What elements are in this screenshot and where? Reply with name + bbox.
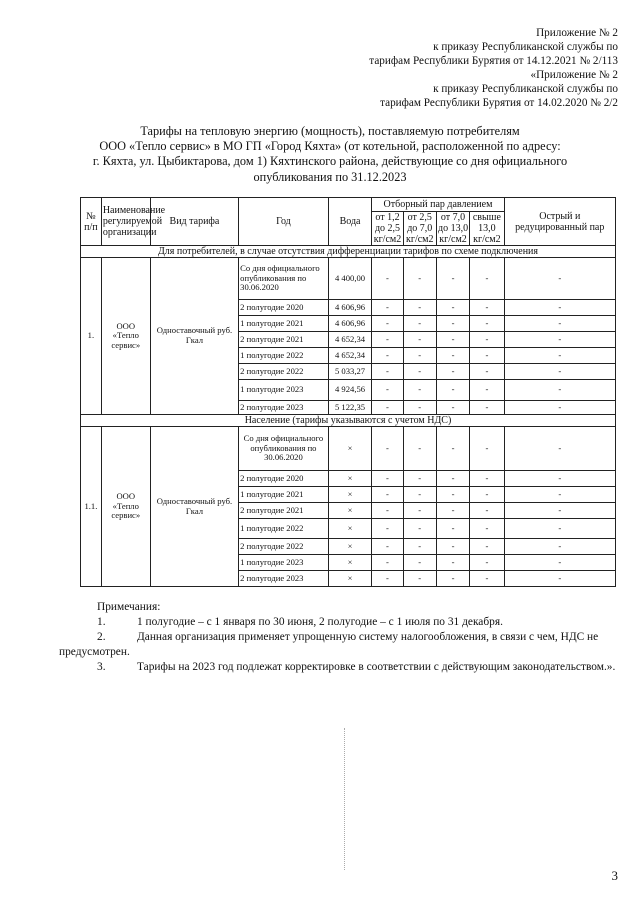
p3-cell: - [436, 555, 469, 571]
org-name: ООО «Тепло сервис» [101, 427, 150, 587]
water-cell: × [328, 571, 372, 587]
p1-cell: - [372, 519, 403, 539]
water-cell: × [328, 471, 372, 487]
p3-cell: - [436, 300, 469, 316]
p4-cell: - [470, 300, 504, 316]
p3-cell: - [436, 503, 469, 519]
p4-cell: - [470, 258, 504, 300]
sharp-cell: - [504, 316, 615, 332]
water-cell: 4 606,96 [328, 316, 372, 332]
p1-cell: - [372, 401, 403, 415]
col-p1-header: от 1,2 до 2,5 кг/см2 [373, 212, 402, 245]
p1-cell: - [372, 427, 403, 471]
water-cell: 5 033,27 [328, 364, 372, 380]
sharp-cell: - [504, 258, 615, 300]
header-line: к приказу Республиканской службы по [433, 83, 618, 95]
table-row [81, 427, 616, 471]
p3-cell: - [436, 487, 469, 503]
water-cell: 4 652,34 [328, 348, 372, 364]
title-line: опубликования по 31.12.2023 [253, 169, 407, 184]
col-water-header: Вода [328, 198, 372, 246]
tariff-type: Одноставочный руб. Гкал [150, 427, 238, 587]
col-year-header: Год [239, 198, 329, 246]
p3-cell: - [436, 364, 469, 380]
note-number: 1. [97, 616, 106, 628]
water-cell: 4 652,34 [328, 332, 372, 348]
p4-cell: - [470, 401, 504, 415]
col-type-header: Вид тарифа [150, 198, 238, 246]
col-num-header: № п/п [81, 198, 102, 246]
p3-cell: - [436, 401, 469, 415]
sharp-cell: - [504, 380, 615, 401]
sharp-cell: - [504, 471, 615, 487]
p4-cell: - [470, 503, 504, 519]
sharp-cell: - [504, 364, 615, 380]
p2-cell: - [403, 300, 436, 316]
p2-cell: - [403, 364, 436, 380]
p2-cell: - [403, 503, 436, 519]
p2-cell: - [403, 519, 436, 539]
p2-cell: - [403, 401, 436, 415]
p4-cell: - [470, 471, 504, 487]
p3-cell: - [436, 258, 469, 300]
period-cell: 1 полугодие 2021 [239, 487, 329, 503]
sharp-cell: - [504, 487, 615, 503]
p4-cell: - [470, 348, 504, 364]
period-cell: 2 полугодие 2020 [239, 300, 329, 316]
note-text: Тарифы на 2023 год подлежат корректировке в соответствии с действующим законодательством.». [137, 661, 616, 673]
p2-cell: - [403, 539, 436, 555]
period-cell: Со дня официального опубликования по 30.06.2020 [239, 427, 329, 471]
title-line: ООО «Тепло сервис» в МО ГП «Город Кяхта» (от котельной, расположенной по адресу: [99, 139, 561, 154]
p4-cell: - [470, 519, 504, 539]
sharp-cell: - [504, 348, 615, 364]
p3-cell: - [436, 348, 469, 364]
col-sharp-steam-header: Острый и редуцированный пар [504, 198, 615, 246]
p3-cell: - [436, 519, 469, 539]
p2-cell: - [403, 316, 436, 332]
period-cell: 1 полугодие 2023 [239, 380, 329, 401]
table-row [81, 258, 616, 300]
period-cell: Со дня официального опубликования по 30.06.2020 [239, 258, 329, 300]
sharp-cell: - [504, 401, 615, 415]
p4-cell: - [470, 555, 504, 571]
p2-cell: - [403, 258, 436, 300]
period-cell: 2 полугодие 2020 [239, 471, 329, 487]
note-text: 1 полугодие – с 1 января по 30 июня, 2 полугодие – с 1 июля по 31 декабря. [137, 616, 503, 628]
p2-cell: - [403, 380, 436, 401]
p4-cell: - [470, 364, 504, 380]
period-cell: 1 полугодие 2021 [239, 316, 329, 332]
water-cell: × [328, 487, 372, 503]
p4-cell: - [470, 427, 504, 471]
p2-cell: - [403, 332, 436, 348]
period-cell: 2 полугодие 2022 [239, 364, 329, 380]
sharp-cell: - [504, 300, 615, 316]
note-text: Данная организация применяет упрощенную систему налогообложения, в связи с чем, НДС не предусмотрен. [59, 631, 599, 658]
water-cell: × [328, 555, 372, 571]
col-p3-header: от 7,0 до 13,0 кг/см2 [437, 212, 469, 245]
title-line: Тарифы на тепловую энергию (мощность), поставляемую потребителям [140, 124, 520, 138]
p3-cell: - [436, 539, 469, 555]
p3-cell: - [436, 380, 469, 401]
tariff-type: Одноставочный руб. Гкал [150, 258, 238, 415]
p1-cell: - [372, 487, 403, 503]
sharp-cell: - [504, 519, 615, 539]
p1-cell: - [372, 571, 403, 587]
p1-cell: - [372, 300, 403, 316]
notes-section [59, 600, 622, 675]
p2-cell: - [403, 487, 436, 503]
p1-cell: - [372, 332, 403, 348]
period-cell: 1 полугодие 2023 [239, 555, 329, 571]
period-cell: 2 полугодие 2023 [239, 401, 329, 415]
col-org-header: Наименование регулируемой организации [101, 198, 150, 246]
org-name: ООО «Тепло сервис» [101, 258, 150, 415]
header-line: Приложение № 2 [536, 27, 618, 39]
header-line: «Приложение № 2 [530, 69, 618, 81]
sharp-cell: - [504, 332, 615, 348]
note-number: 2. [97, 631, 106, 643]
p1-cell: - [372, 348, 403, 364]
page-number: 3 [611, 868, 618, 883]
water-cell: × [328, 539, 372, 555]
water-cell: × [328, 519, 372, 539]
col-p2-header: от 2,5 до 7,0 кг/см2 [403, 212, 436, 246]
period-cell: 2 полугодие 2021 [239, 332, 329, 348]
appendix-header [288, 26, 618, 110]
p1-cell: - [372, 555, 403, 571]
period-cell: 2 полугодие 2022 [239, 539, 329, 555]
p1-cell: - [372, 364, 403, 380]
row-number: 1. [81, 258, 102, 415]
header-line: тарифам Республики Бурятия от 14.12.2021 № 2/113 [369, 55, 618, 67]
water-cell: × [328, 503, 372, 519]
note-item [59, 660, 622, 675]
fold-mark [344, 728, 345, 870]
p1-cell: - [372, 316, 403, 332]
p2-cell: - [403, 571, 436, 587]
header-line: к приказу Республиканской службы по [433, 41, 618, 53]
sharp-cell: - [504, 539, 615, 555]
section-label: Для потребителей, в случае отсутствия дифференциации тарифов по схеме подключения [81, 246, 616, 258]
title-line: г. Кяхта, ул. Цыбиктарова, дом 1) Кяхтинского района, действующие со дня официального [92, 154, 568, 169]
p1-cell: - [372, 539, 403, 555]
p1-cell: - [372, 471, 403, 487]
p4-cell: - [470, 332, 504, 348]
period-cell: 1 полугодие 2022 [239, 348, 329, 364]
period-cell: 1 полугодие 2022 [239, 519, 329, 539]
header-line: тарифам Республики Бурятия от 14.02.2020 № 2/2 [380, 97, 618, 109]
p1-cell: - [372, 258, 403, 300]
document-title [70, 124, 590, 185]
p3-cell: - [436, 471, 469, 487]
p2-cell: - [403, 555, 436, 571]
p3-cell: - [436, 316, 469, 332]
p2-cell: - [403, 471, 436, 487]
p4-cell: - [470, 539, 504, 555]
row-number: 1.1. [81, 427, 102, 587]
water-cell: 4 400,00 [328, 258, 372, 300]
water-cell: 5 122,35 [328, 401, 372, 415]
p1-cell: - [372, 503, 403, 519]
sharp-cell: - [504, 427, 615, 471]
p2-cell: - [403, 427, 436, 471]
p2-cell: - [403, 348, 436, 364]
col-p4-header: свыше 13,0 кг/см2 [470, 212, 504, 246]
p1-cell: - [372, 380, 403, 401]
sharp-cell: - [504, 571, 615, 587]
water-cell: × [328, 427, 372, 471]
sharp-cell: - [504, 555, 615, 571]
note-number: 3. [97, 661, 106, 673]
p4-cell: - [470, 571, 504, 587]
p4-cell: - [470, 316, 504, 332]
section-label: Население (тарифы указываются с учетом НДС) [81, 415, 616, 427]
note-item [59, 630, 622, 660]
period-cell: 2 полугодие 2021 [239, 503, 329, 519]
period-cell: 2 полугодие 2023 [239, 571, 329, 587]
p4-cell: - [470, 380, 504, 401]
water-cell: 4 924,56 [328, 380, 372, 401]
col-steam-group-header: Отборный пар давлением [372, 198, 504, 212]
p3-cell: - [436, 332, 469, 348]
water-cell: 4 606,96 [328, 300, 372, 316]
p4-cell: - [470, 487, 504, 503]
notes-heading: Примечания: [97, 601, 161, 613]
tariff-table [80, 197, 616, 587]
note-item [97, 615, 622, 630]
sharp-cell: - [504, 503, 615, 519]
p3-cell: - [436, 427, 469, 471]
p3-cell: - [436, 571, 469, 587]
